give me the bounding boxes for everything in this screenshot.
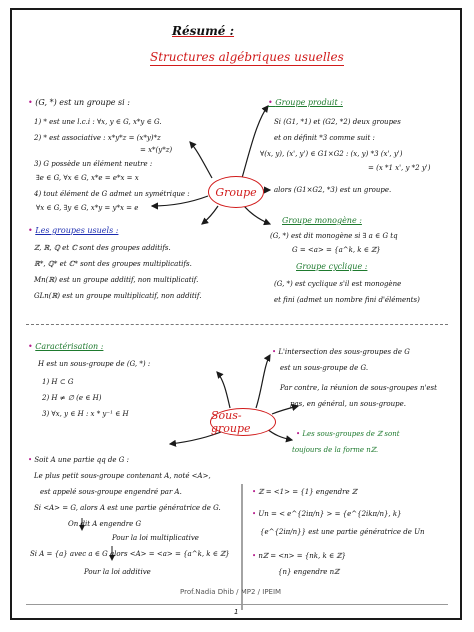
page-subtitle: Structures algébriques usuelles bbox=[150, 50, 344, 64]
section-divider bbox=[26, 324, 448, 325]
partie-line: est appelé sous-groupe engendré par A. bbox=[40, 488, 182, 496]
groupe-cyclique-heading: Groupe cyclique : bbox=[296, 262, 368, 271]
partie-line: • Soit A une partie qq de G : bbox=[28, 456, 129, 464]
groupe-def-line: 2) * est associative : x*y*z = (x*y)*z bbox=[34, 134, 161, 142]
usual-group-line: ℤ, ℝ, ℚ et ℂ sont des groupes additifs. bbox=[34, 244, 171, 252]
page-number: 1 bbox=[234, 608, 239, 616]
monogene-line: (G, *) est dit monogène si ∃ a ∈ G tq bbox=[270, 232, 398, 240]
caract-line: 1) H ⊂ G bbox=[42, 378, 74, 386]
example-line: • ℤ = <1> = {1} engendre ℤ bbox=[252, 488, 357, 496]
partie-line: On dit A engendre G bbox=[68, 520, 142, 528]
groupe-def-line: 4) tout élément de G admet un symétrique : bbox=[34, 190, 190, 198]
page-title: Résumé : bbox=[172, 24, 235, 38]
sg-right-line: pas, en général, un sous-groupe. bbox=[290, 400, 406, 408]
footer-author: Prof.Nadia Dhib / MP2 / IPEIM bbox=[180, 588, 282, 596]
example-line: • nℤ = <n> = {nk, k ∈ ℤ} bbox=[252, 552, 346, 560]
footer-divider bbox=[26, 604, 448, 605]
caract-line: 3) ∀x, y ∈ H : x * y⁻¹ ∈ H bbox=[42, 410, 129, 418]
groupe-def-line: = x*(y*z) bbox=[140, 146, 173, 154]
groupe-def-line: ∀x ∈ G, ∃y ∈ G, x*y = y*x = e bbox=[36, 204, 139, 212]
groupe-def-line: 1) * est une l.c.i : ∀x, y ∈ G, x*y ∈ G. bbox=[34, 118, 162, 126]
partie-line: Pour la loi additive bbox=[84, 568, 151, 576]
example-line: {n} engendre nℤ bbox=[278, 568, 340, 576]
partie-line: Si <A> = G, alors A est une partie génératrice de G. bbox=[34, 504, 221, 512]
partie-line: Le plus petit sous-groupe contenant A, noté <A>, bbox=[34, 472, 211, 480]
groupe-def-line: 3) G possède un élément neutre : bbox=[34, 160, 153, 168]
summary-page bbox=[10, 8, 462, 620]
produit-line: = (x *1 x', y *2 y') bbox=[368, 164, 431, 172]
sg-right-line: • L'intersection des sous-groupes de G bbox=[272, 348, 410, 356]
monogene-line: G = <a> = {a^k, k ∈ ℤ} bbox=[292, 246, 381, 254]
usual-groups-heading: • Les groupes usuels : bbox=[28, 226, 119, 235]
groupe-monogene-heading: Groupe monogène : bbox=[282, 216, 362, 225]
example-line: {e^{2iπ/n}} est une partie génératrice de Un bbox=[260, 528, 425, 536]
example-line: • Un = < e^{2iπ/n} > = {e^{2ikπ/n}, k} bbox=[252, 510, 402, 518]
groupe-produit-heading: • Groupe produit : bbox=[268, 98, 343, 107]
groupe-def-line: ∃e ∈ G, ∀x ∈ G, x*e = e*x = x bbox=[36, 174, 139, 182]
sg-right-line: est un sous-groupe de G. bbox=[280, 364, 369, 372]
caract-line: H est un sous-groupe de (G, *) : bbox=[38, 360, 151, 368]
usual-group-line: ℝ*, ℚ* et ℂ* sont des groupes multiplicatifs. bbox=[34, 260, 192, 268]
caract-line: 2) H ≠ ∅ (e ∈ H) bbox=[42, 394, 102, 402]
groupe-ellipse: Groupe bbox=[208, 176, 264, 208]
sg-right-line: Par contre, la réunion de sous-groupes n'est bbox=[280, 384, 437, 392]
produit-line: ∀(x, y), (x', y') ∈ G1×G2 : (x, y) *3 (x', y') bbox=[260, 150, 403, 158]
partie-line: Si A = {a} avec a ∈ G alors <A> = <a> = {a^k, k ∈ ℤ} bbox=[30, 550, 230, 558]
produit-line: et on définit *3 comme suit : bbox=[274, 134, 375, 142]
produit-line: alors (G1×G2, *3) est un groupe. bbox=[274, 186, 392, 194]
sg-right-line: • Les sous-groupes de ℤ sont bbox=[296, 430, 400, 438]
sous-groupe-ellipse: Sous-groupe bbox=[210, 408, 276, 436]
partie-line: Pour la loi multiplicative bbox=[112, 534, 199, 542]
usual-group-line: Mn(ℝ) est un groupe additif, non multiplicatif. bbox=[34, 276, 199, 284]
caracterisation-heading: • Caractérisation : bbox=[28, 342, 104, 351]
sg-right-line: toujours de la forme nℤ. bbox=[292, 446, 379, 454]
cyclique-line: (G, *) est cyclique s'il est monogène bbox=[274, 280, 402, 288]
groupe-def-line: • (G, *) est un groupe si : bbox=[28, 98, 130, 107]
cyclique-line: et fini (admet un nombre fini d'éléments) bbox=[274, 296, 420, 304]
usual-group-line: GLn(ℝ) est un groupe multiplicatif, non additif. bbox=[34, 292, 202, 300]
produit-line: Si (G1, *1) et (G2, *2) deux groupes bbox=[274, 118, 401, 126]
